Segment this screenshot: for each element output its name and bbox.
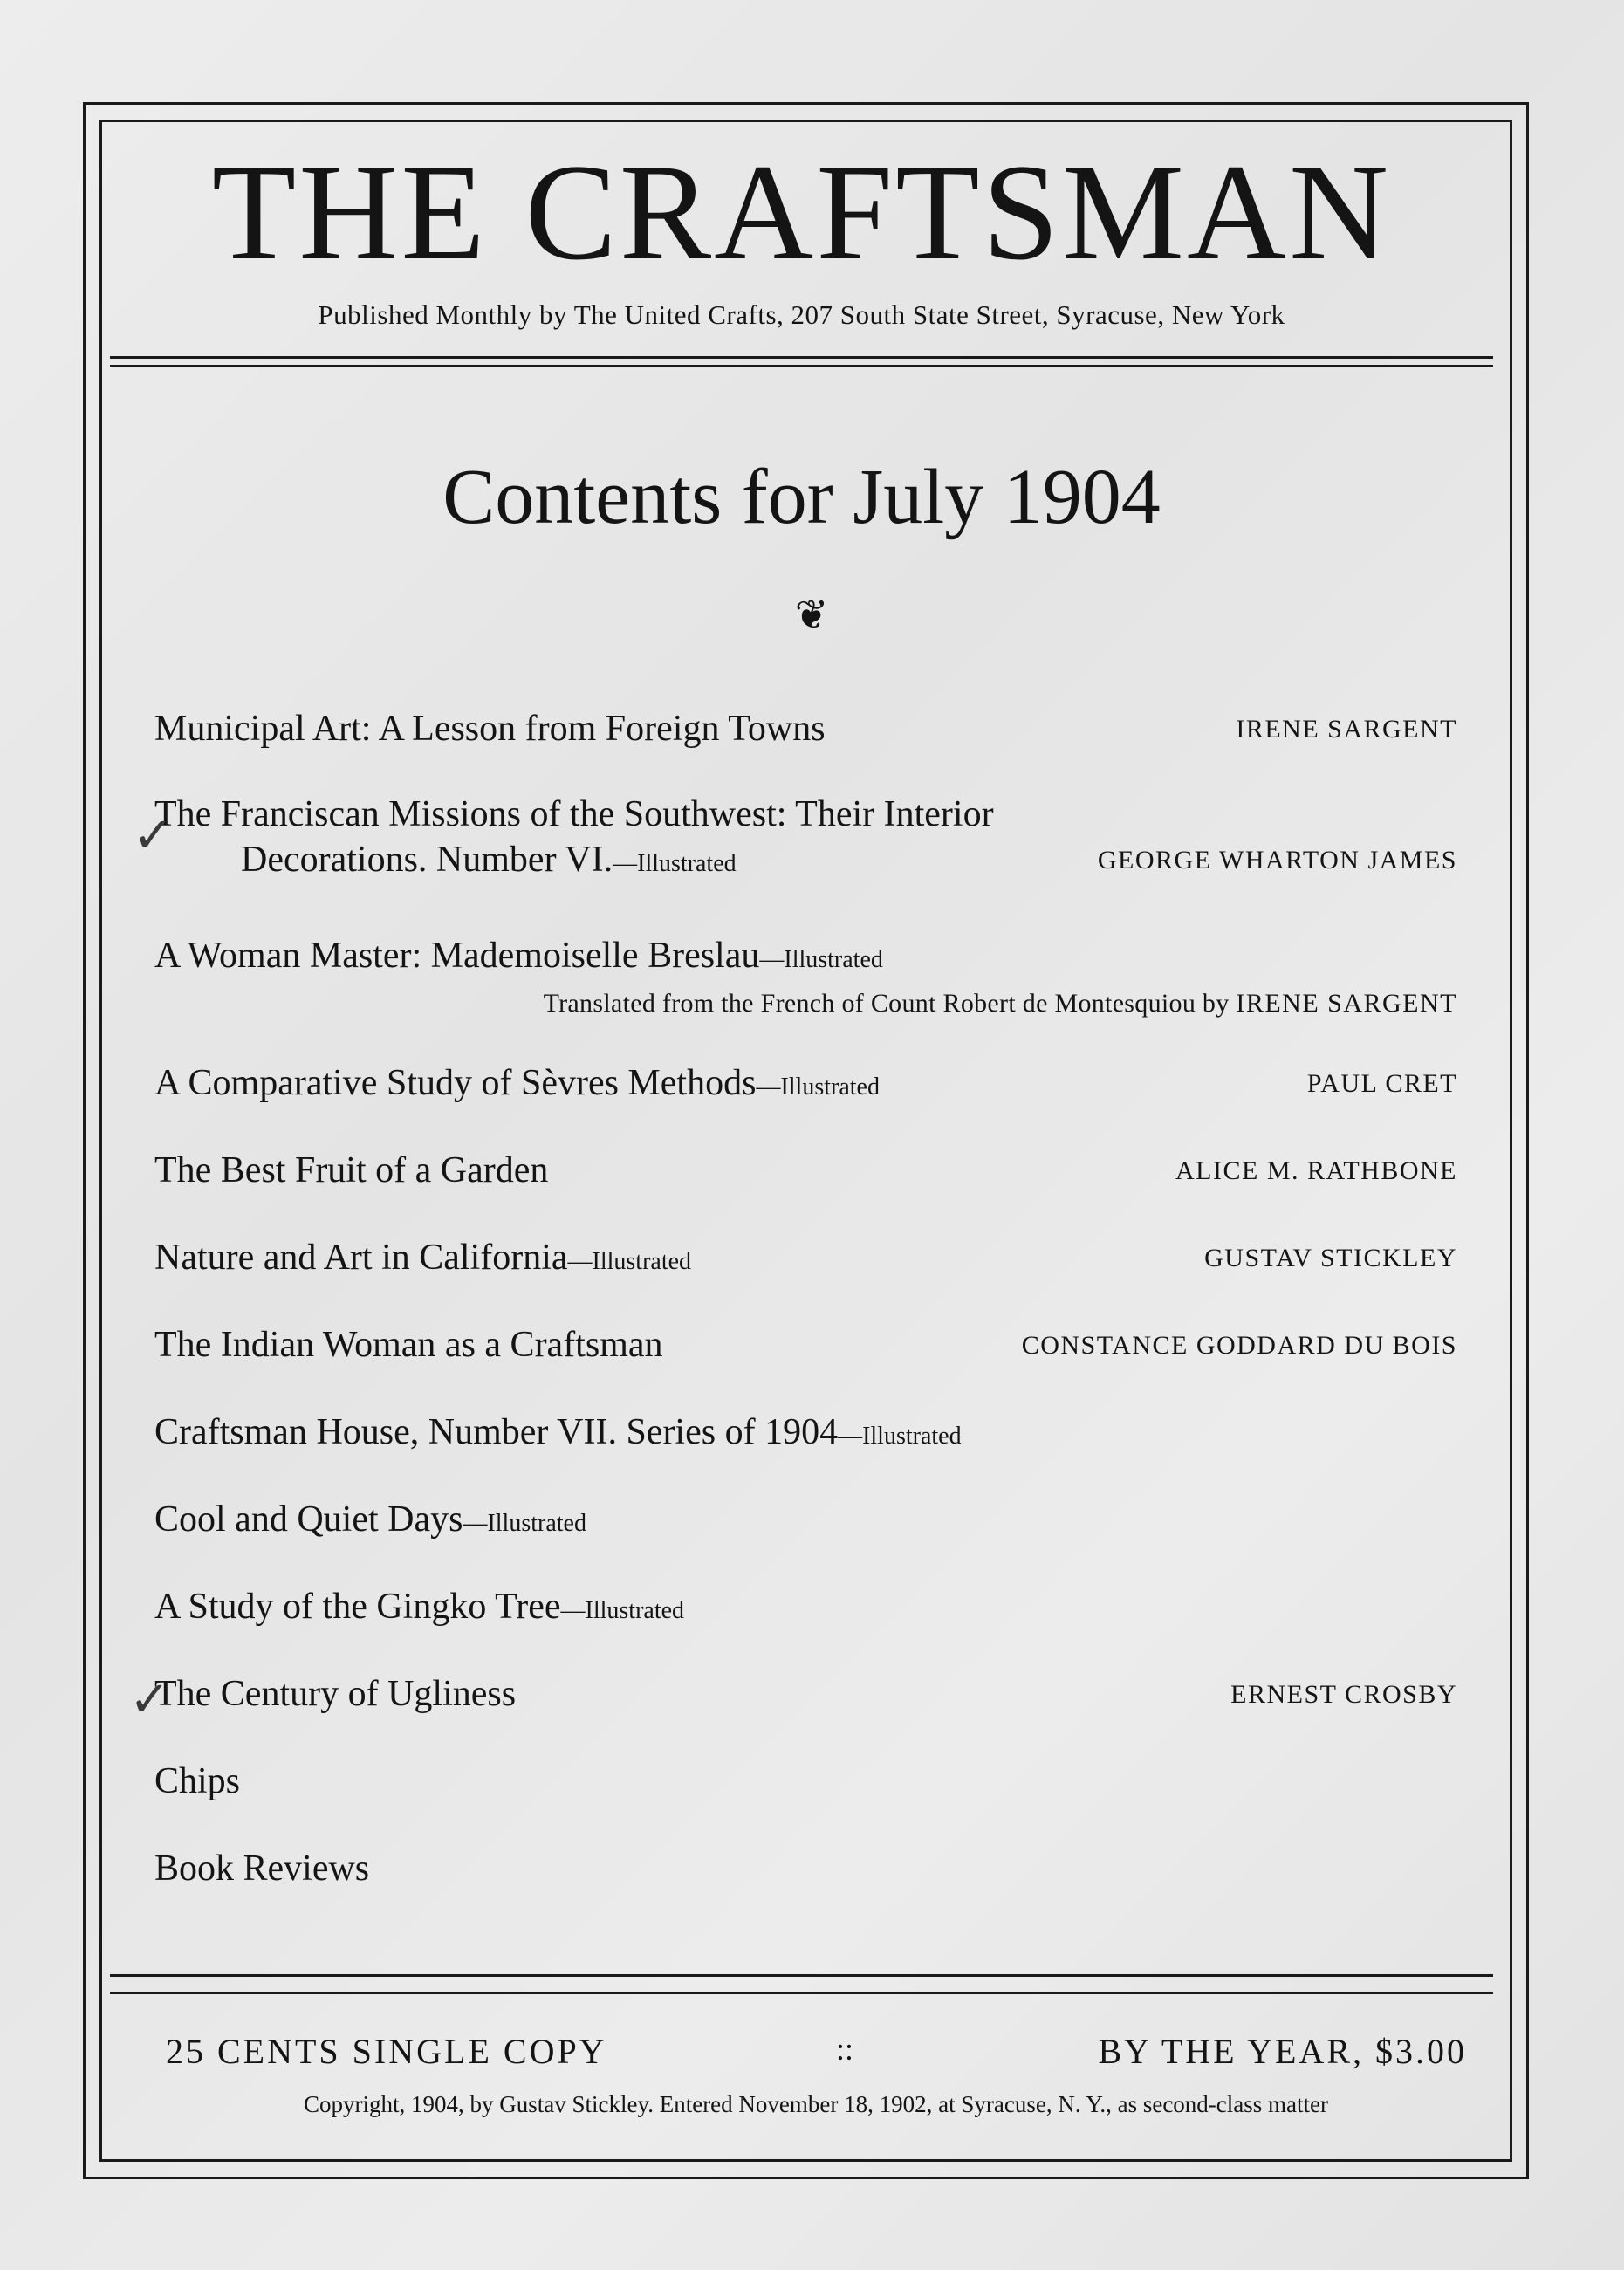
entry-title: Municipal Art: A Lesson from Foreign Towns (154, 709, 826, 749)
entry-title-line-2: Decorations. Number VI. (241, 840, 613, 881)
entry-title: A Comparative Study of Sèvres Methods (154, 1063, 757, 1103)
entry-author: IRENE SARGENT (1236, 715, 1457, 744)
entry-title-continuation (154, 840, 1457, 880)
contents-entry (154, 1063, 1457, 1103)
contents-entry (154, 1761, 1457, 1801)
illustrated-note: —Illustrated (759, 946, 883, 973)
entry-title: Nature and Art in California (154, 1238, 568, 1278)
entry-author: ALICE M. RATHBONE (1175, 1156, 1457, 1186)
entry-title: Chips (154, 1761, 241, 1801)
contents-entry (154, 1587, 1457, 1627)
entry-title: Book Reviews (154, 1848, 370, 1889)
entry-title: The Franciscan Missions of the Southwest: Their Interior (154, 794, 994, 834)
entry-title: A Study of the Gingko Tree (154, 1587, 561, 1627)
entry-title: The Best Fruit of a Garden (154, 1150, 549, 1190)
pencil-check-mark-icon: ✓ (129, 1673, 170, 1727)
yearly-price: BY THE YEAR, $3.00 (1098, 2032, 1467, 2071)
contents-entry (154, 1674, 1457, 1714)
footer-rule-top (110, 1974, 1493, 1977)
contents-entry (154, 936, 1457, 976)
entry-title: The Century of Ugliness (154, 1674, 517, 1714)
entry-author: GEORGE WHARTON JAMES (1097, 846, 1457, 875)
contents-entry (154, 794, 1457, 880)
entry-title: Craftsman House, Number VII. Series of 1904 (154, 1412, 839, 1452)
illustrated-note: —Illustrated (838, 1423, 962, 1450)
illustrated-note: —Illustrated (567, 1248, 692, 1275)
header-rule-bottom (110, 365, 1493, 367)
publisher-line: Published Monthly by The United Crafts, 207 South State Street, Syracuse, New York (318, 299, 1285, 330)
single-copy-price: 25 CENTS SINGLE COPY (166, 2032, 607, 2071)
entry-author: PAUL CRET (1306, 1069, 1457, 1099)
illustrated-note: —Illustrated (756, 1073, 880, 1101)
illustrated-note: —Illustrated (560, 1597, 685, 1624)
entry-title: A Woman Master: Mademoiselle Breslau (154, 936, 760, 976)
contents-entry (154, 1412, 1457, 1452)
entry-author: CONSTANCE GODDARD DU BOIS (1021, 1331, 1457, 1361)
entry-title: The Indian Woman as a Craftsman (154, 1325, 663, 1365)
contents-entry (154, 1499, 1457, 1540)
price-separator: :: (836, 2032, 854, 2067)
contents-entry (154, 1150, 1457, 1190)
entry-author: GUSTAV STICKLEY (1204, 1244, 1457, 1273)
entry-author: ERNEST CROSBY (1230, 1680, 1457, 1710)
contents-entry (154, 1848, 1457, 1889)
contents-entry (154, 1238, 1457, 1278)
pencil-check-mark-icon: ✓ (133, 809, 174, 863)
entry-title: Cool and Quiet Days (154, 1499, 463, 1540)
contents-entry (154, 709, 1457, 749)
translation-note: Translated from the French of Count Robert de Montesquiou by (543, 989, 1230, 1018)
translator-credit (544, 989, 1457, 1018)
illustrated-note: —Illustrated (463, 1510, 586, 1537)
illustrated-note: —Illustrated (613, 850, 737, 878)
entry-author: IRENE SARGENT (1236, 989, 1457, 1018)
masthead-title: THE CRAFTSMAN (211, 136, 1392, 289)
fleuron-ornament-icon: ❦ (794, 593, 829, 637)
copyright-notice: Copyright, 1904, by Gustav Stickley. Entered November 18, 1902, at Syracuse, N. Y., as second-class matter (303, 2091, 1328, 2117)
footer-rule-bottom (110, 1992, 1493, 1994)
contents-heading: Contents for July 1904 (442, 454, 1161, 540)
header-rule-top (110, 356, 1493, 359)
contents-entry (154, 1325, 1457, 1365)
